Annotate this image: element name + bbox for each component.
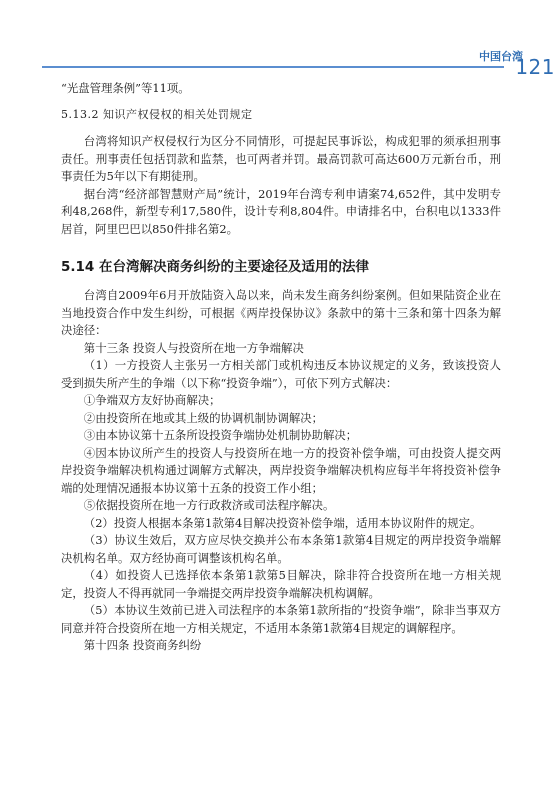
item-3: ③由本协议第十五条所设投资争端协处机制协助解决； [83, 428, 358, 442]
article-14-title: 第十四条 投资商务纠纷 [83, 638, 202, 652]
section-heading: 5.14 在台湾解决商务纠纷的主要途径及适用的法律 [61, 259, 370, 275]
header-rule [42, 66, 504, 68]
item-1: ①争端双方友好协商解决； [83, 393, 221, 407]
clause-2: （2）投资人根据本条第1款第4目解决投资补偿争端，适用本协议附件的规定。 [83, 515, 482, 530]
region-label: 中国台湾 [479, 50, 523, 63]
clause-1: （1）一方投资人主张另一方相关部门或机构违反本协议规定的义务，致该投资人受到损失所产生的争端（以下称“投资争端”），可依下列方式解决： [61, 358, 501, 390]
clause-3: （3）协议生效后，双方应尽快交换并公布本条第1款第4目规定的两岸投资争端解决机构名单。双方经协商可调整该机构名单。 [61, 533, 501, 565]
item-2: ②由投资所在地或其上级的协调机制协调解决； [83, 410, 324, 425]
clause-4: （4）如投资人已选择依本条第1款第5目解决，除非符合投资所在地一方相关规定，投资人不得再就同一争端提交两岸投资争端解决机构调解。 [61, 568, 501, 600]
page-body [61, 80, 501, 655]
subsection-heading: 5.13.2 知识产权侵权的相关处罚规定 [61, 107, 253, 121]
article-13-title: 第十三条 投资人与投资所在地一方争端解决 [83, 340, 304, 355]
continued-line: “光盘管理条例”等11项。 [61, 81, 190, 95]
clause-5: （5）本协议生效前已进入司法程序的本条第1款所指的“投资争端”，除非当事双方同意并符合投资所在地一方相关规定，不适用本条第1款第4目规定的调解程序。 [61, 603, 501, 635]
item-4: ④因本协议所产生的投资人与投资所在地一方的投资补偿争端，可由投资人提交两岸投资争端解决机构通过调解方式解决，两岸投资争端解决机构应每半年将投资补偿争端的处理情况通报本协议第十五条的投资工作小组； [61, 445, 501, 495]
paragraph-patent-stats: 据台湾“经济部智慧财产局”统计，2019年台湾专利申请案74,652件，其中发明专利48,268件，新型专利17,580件，设计专利8,804件。申请排名中，台积电以1333件居首，阿里巴巴以850件排名第2。 [61, 186, 501, 236]
page-number: 121 [515, 55, 555, 79]
paragraph-penalties: 台湾将知识产权侵权行为区分不同情形，可提起民事诉讼，构成犯罪的须承担刑事责任。刑事责任包括罚款和监禁，也可两者并罚。最高罚款可高达600万元新台币，刑事责任为5年以下有期徒刑。 [61, 134, 501, 183]
item-5: ⑤依据投资所在地一方行政救济或司法程序解决。 [83, 498, 335, 512]
paragraph-intro: 台湾自2009年6月开放陆资入岛以来，尚未发生商务纠纷案例。但如果陆资企业在当地投资合作中发生纠纷，可根据《两岸投保协议》条款中的第十三条和第十四条为解决途径： [61, 288, 501, 337]
page-header [0, 0, 559, 90]
